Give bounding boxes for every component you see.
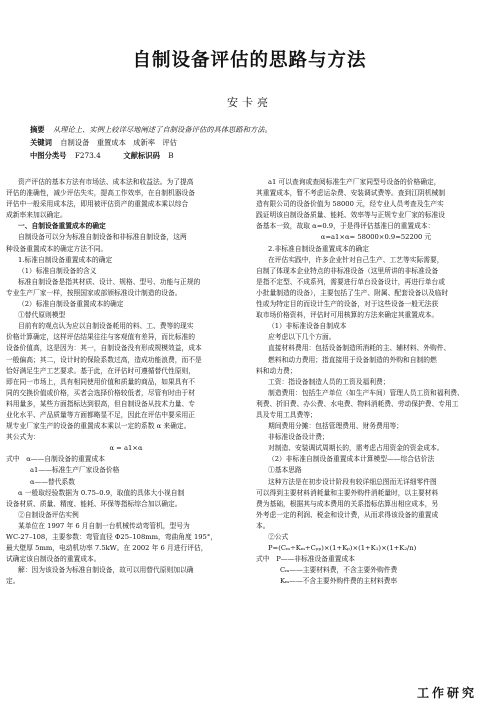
right-column-line: 可以得到主要材料消耗量和主要外购件消耗量时，以主要材料: [256, 488, 439, 497]
right-column-line: 取市场价格资料，评估时可用核算的方法来确定其重置成本。: [256, 311, 439, 320]
keywords-text: 自制设备 重置成本 成新率 评估: [60, 138, 177, 147]
right-column-line: 制造费用：包括生产单位（如生产车间）管理人员工资和福利费、: [268, 388, 464, 397]
right-column-line: α=a1×α= 58000×0.9=52200 元: [320, 233, 432, 242]
left-column-line: ②自制设备评估实例: [18, 510, 79, 519]
right-column-line: 造有限公司的设备价值为 58000 元，经专业人员考查及生产实: [256, 200, 444, 209]
left-column-line: 即在同一市场上，具有相同使用价值和质量的商品，如果具有不: [6, 377, 196, 386]
left-column-line: 设备价值高，这是因为：其一，自制设备没有形成规模效益，成本: [6, 344, 202, 353]
right-column-line: 期间费用分摊：包括管理费用、财务费用等；: [268, 422, 404, 431]
right-column-line: 其重置成本，暂不考虑运杂费、安装调试费等。查到江阴机械制: [256, 189, 446, 198]
left-column-line: 一、自制设备重置成本的确定: [18, 222, 106, 231]
journal-section-logo: 工作研究: [416, 686, 477, 700]
left-column-line: 成新率来加以确定。: [6, 211, 67, 220]
right-column-line: ②公式: [268, 533, 289, 541]
left-column-line: 规专业厂家生产的设备的重置成本乘以一定的系数 α 来确定。: [6, 422, 191, 431]
left-column-line: （1）标准自制设备的含义: [18, 266, 97, 275]
left-column-line: 一般偏高；其二，设计时的保险系数过高，造成功能浪费，而不是: [6, 355, 202, 364]
left-column-line: 式中 α——自制设备的重置成本: [6, 455, 106, 464]
left-column-line: 定。: [6, 577, 20, 586]
body-left-column: [6, 177, 246, 587]
left-column-line: 某单位在 1997 年 6 月自制一台机械传动弯管机，型号为: [18, 521, 190, 530]
left-column-line: 专业生产厂家一样，按照国家或部颁标准设计制造的设备。: [6, 288, 182, 297]
right-column-line: 自制了体现本企业特点的非标准设备（这里所讲的非标准设备: [256, 266, 439, 275]
left-column-line: 种设备重置成本的确定方法不同。: [6, 244, 108, 253]
right-column-line: 对制造、安装调试周期长的，需考虑占用资金的资金成本。: [268, 444, 444, 453]
right-column-line: 是指不定型、不成系列，需要进行单台设备设计，再进行单台或: [256, 277, 446, 286]
classification-row: [30, 151, 480, 161]
right-column-line: P=(Cₘ÷Kₘ+Cₚₚ)×(1+Kₚ)×(1+K₁)×(1+K₂/n): [268, 544, 417, 553]
left-column-line: 标准自制设备是指其材质、设计、规格、型号、功能与正规的: [18, 277, 201, 286]
left-column-line: 评估中一般采用成本法，即用被评估资产的重置成本乘以综合: [6, 200, 189, 209]
right-column-line: 备基本一致，故取 α=0.9，于是得评估基准日的重置成本：: [256, 222, 435, 231]
abstract-text: 从理论上、实例上较详尽地阐述了自制设备评估的具体思路和方法。: [52, 125, 272, 134]
right-column-line: 外考虑一定的利润、税金和设计费，从而求得该设备的重置成: [256, 510, 439, 519]
right-column-line: Cₘ——主要材料费，不含主要外购件费: [280, 566, 398, 575]
left-column-line: α = a1×α: [109, 444, 143, 453]
right-column-line: 应考虑以下几个方面。: [268, 333, 336, 342]
left-column-line: 恰好满足生产工艺要求。基于此，在评估时可遵循替代性原则，: [6, 366, 196, 375]
abstract-row: [30, 125, 480, 135]
clc-label: 中图分类号: [30, 151, 67, 160]
right-column-line: a1 可以查询或查阅标准生产厂家同型号设备的价格确定，: [268, 178, 441, 186]
left-column-line: 最大壁厚 5mm，电动机功率 7.5kW。在 2002 年 6 月进行评估，: [6, 544, 208, 553]
left-column-line: 料用量多，某些方面指标达到很高，但自制设备从技术力量、专: [6, 399, 196, 408]
right-column-line: Kₘ——不含主要外购件费的主材料费率: [280, 577, 398, 586]
right-column-line: 在评估实践中，许多企业针对自己生产、工艺等实际需要，: [268, 255, 444, 264]
left-column-line: 资产评估的基本方法有市场法、成本法和收益法。为了提高: [18, 178, 194, 186]
right-column-line: 非标准设备设计费；: [268, 433, 329, 442]
left-column-line: ①替代原则模型: [18, 311, 66, 320]
keywords-row: [30, 138, 480, 148]
right-column-line: （2）非标准自制设备重置成本计算模型——综合估价法: [268, 455, 435, 464]
right-column-line: （1）非标准设备自制成本: [268, 322, 347, 331]
right-column-line: 践证明该自制设备质量、能耗、效率等与正规专业厂家的标准设: [256, 211, 446, 220]
right-column-line: 具及专用工具费等；: [256, 410, 317, 419]
left-column-line: WC-27–108，主要参数：弯管直径 Φ25–108mm，弯曲角度 195°，: [6, 533, 217, 541]
left-column-line: 1.标准自制设备重置成本的确定: [18, 255, 113, 264]
left-column-line: 其公式为：: [6, 433, 40, 442]
right-column-line: 这种方法是在初步设计阶段有较详细总图而无详细零件图: [268, 477, 437, 486]
left-column-line: 目前有的观点认为应以自制设备耗用的料、工、费等的现实: [18, 322, 194, 331]
right-column-line: 性或为特定目的而设计生产的设备，对于这些设备一般无法获: [256, 300, 439, 309]
right-column-line: 料和动力费；: [256, 366, 297, 375]
left-column-line: （2）标准自制设备重置成本的确定: [18, 300, 124, 309]
left-column-line: 试确定该自制设备的重置成本。: [6, 555, 101, 564]
left-column-line: 评估的准确性，减少评估失实，提高工作效率，在自制机器设备: [6, 189, 196, 198]
right-column-line: 直接材料费用：包括设备制造所消耗的主、辅材料、外购件、: [268, 344, 451, 353]
right-column-line: 小批量制造的设备），主要包括了生产、附属、配套设备以及临时: [256, 288, 449, 297]
left-column-line: α——替代系数: [30, 477, 76, 486]
right-column-line: 燃料和动力费用；指直接用于设备制造的外购和自制的燃: [268, 355, 437, 364]
author-name: 安卡亮: [227, 96, 272, 109]
right-column-line: 2.非标准自制设备重置成本的确定: [268, 244, 369, 253]
right-column-line: 式中 P——非标准设备重置成本: [256, 555, 356, 564]
left-column-line: 设备材质、质量、精度、能耗、环保等指标综合加以确定。: [6, 499, 182, 508]
doc-code-value: B: [168, 151, 174, 160]
left-column-line: a1——标准生产厂家设备价格: [30, 466, 120, 475]
body-right-column: [256, 177, 496, 587]
left-column-line: 价格计算确定，这样评估结果往往与客观值有差异，而比标准的: [6, 333, 196, 342]
keywords-label: 关键词: [30, 138, 52, 147]
left-column-line: 业化水平、产品质量等方面都略显不足，因此在评估中要采用正: [6, 410, 196, 419]
doc-code-label: 文献标识码: [123, 151, 160, 160]
article-title: 自制设备评估的思路与方法: [132, 50, 367, 71]
left-column-line: 同的交换价值或价格，买者会选择价格较低者，尽管有时由于材: [6, 388, 196, 397]
clc-value: F273.4: [74, 151, 101, 160]
abstract-label: 摘要: [30, 125, 45, 134]
left-column-line: α 一般取经验数据为 0.75–0.9，取值的具体大小视自制: [18, 488, 185, 497]
left-column-line: 自制设备可以分为标准自制设备和非标准自制设备，这两: [18, 233, 187, 242]
right-column-line: ①基本思路: [268, 466, 302, 475]
left-column-line: 解：因为该设备为标准自制设备，故可以用替代原则加以确: [18, 566, 194, 575]
right-column-line: 利费、折旧费、办公费、水电费、物料消耗费、劳动保护费、专用工: [256, 399, 459, 408]
right-column-line: 工资：指设备制造人员的工资及福利费；: [268, 377, 390, 386]
right-column-line: 费为基础，根据其与成本费用的关系指标估算出相应成本，另: [256, 499, 439, 508]
right-column-line: 本。: [256, 521, 270, 530]
